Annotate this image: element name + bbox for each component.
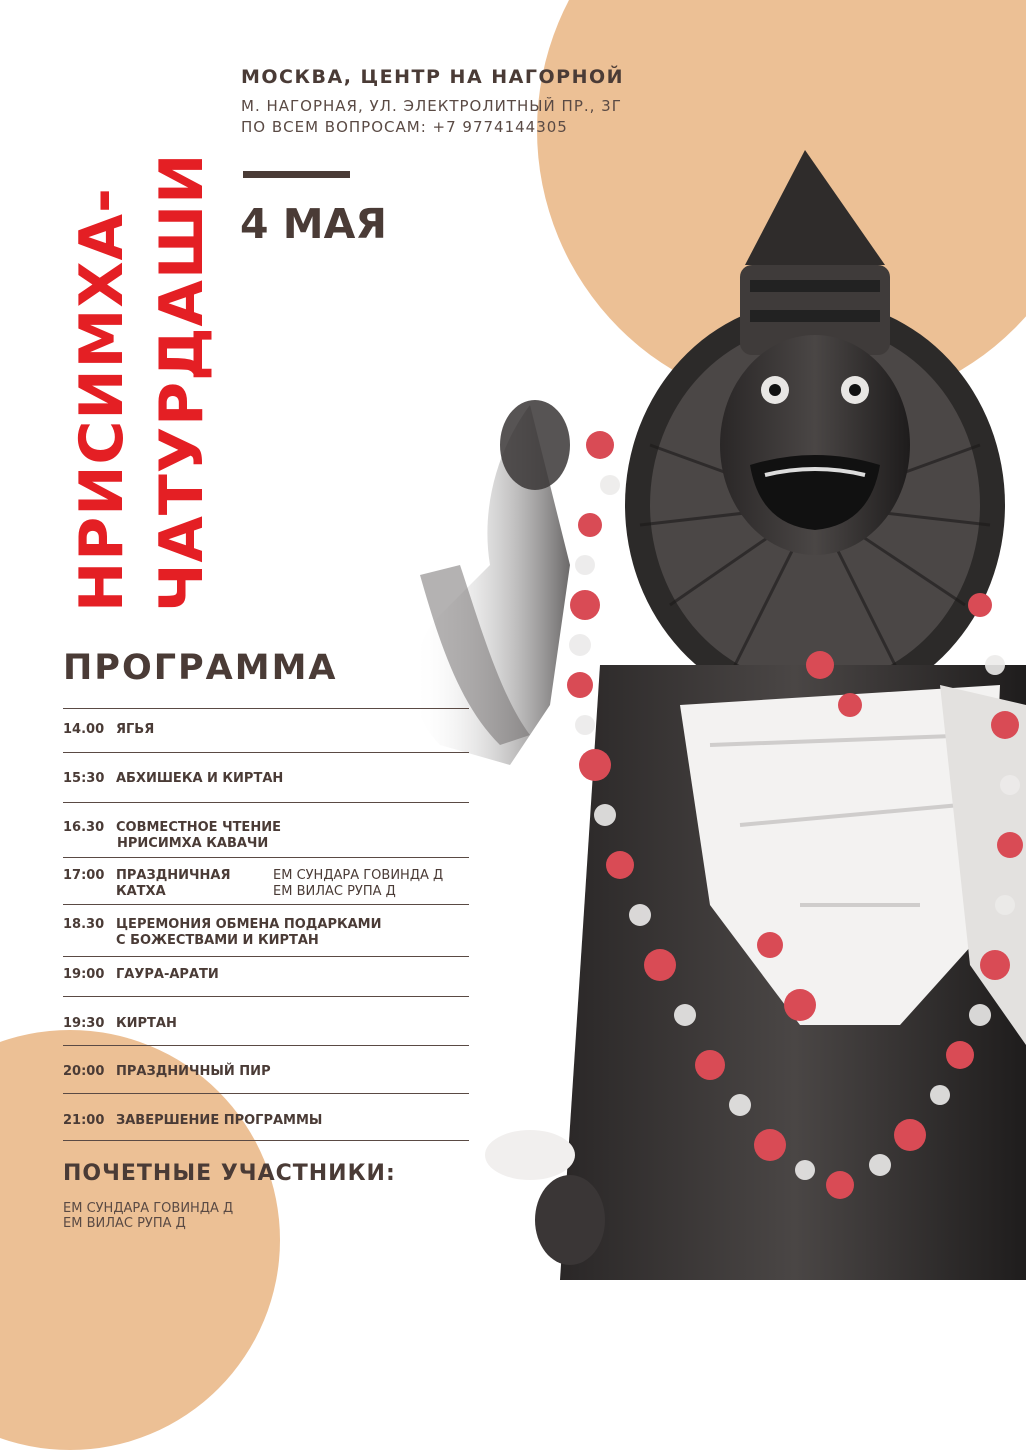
schedule-activity: ГАУРА-АРАТИ bbox=[116, 967, 219, 982]
schedule-divider bbox=[63, 1045, 469, 1046]
honored-guests-list bbox=[63, 1201, 233, 1231]
schedule-activity: АБХИШЕКА И КИРТАН bbox=[116, 771, 284, 786]
schedule-activity bbox=[116, 820, 416, 852]
schedule-time: 19:00 bbox=[63, 967, 105, 982]
schedule-divider bbox=[63, 1093, 469, 1094]
schedule-time: 16.30 bbox=[63, 820, 105, 835]
schedule-divider bbox=[63, 996, 469, 997]
schedule-time: 20:00 bbox=[63, 1064, 105, 1079]
schedule-activity-line2: НРИСИМХА КАВАЧИ bbox=[117, 836, 269, 851]
schedule-activity bbox=[116, 868, 276, 900]
schedule-guests bbox=[273, 868, 483, 900]
schedule-activity-line2: КАТХА bbox=[116, 884, 166, 899]
schedule-activity-line1: СОВМЕСТНОЕ ЧТЕНИЕ bbox=[116, 820, 281, 835]
schedule-activity bbox=[116, 917, 416, 949]
event-title bbox=[62, 52, 222, 612]
schedule-activity-line1: ПРАЗДНИЧНАЯ bbox=[116, 868, 231, 883]
schedule-time: 19:30 bbox=[63, 1016, 105, 1031]
deity-statue-image bbox=[380, 145, 1026, 1280]
schedule-divider bbox=[63, 752, 469, 753]
honored-guest: ЕМ ВИЛАС РУПА Д bbox=[63, 1216, 186, 1231]
schedule-activity: ЗАВЕРШЕНИЕ ПРОГРАММЫ bbox=[116, 1113, 323, 1128]
schedule-activity: КИРТАН bbox=[116, 1016, 177, 1031]
schedule-guest: ЕМ ВИЛАС РУПА Д bbox=[273, 884, 396, 899]
venue-address: М. НАГОРНАЯ, УЛ. ЭЛЕКТРОЛИТНЫЙ ПР., 3Г bbox=[241, 97, 622, 115]
schedule-divider bbox=[63, 857, 469, 858]
schedule-divider bbox=[63, 802, 469, 803]
schedule-divider bbox=[63, 956, 469, 957]
venue-name: МОСКВА, ЦЕНТР НА НАГОРНОЙ bbox=[241, 66, 625, 88]
schedule-time: 21:00 bbox=[63, 1113, 105, 1128]
schedule-activity-line2: С БОЖЕСТВАМИ И КИРТАН bbox=[116, 933, 319, 948]
honored-guests-heading: ПОЧЕТНЫЕ УЧАСТНИКИ: bbox=[63, 1161, 396, 1186]
program-heading: ПРОГРАММА bbox=[63, 648, 338, 688]
schedule-activity: ЯГЬЯ bbox=[116, 722, 155, 737]
schedule-divider bbox=[63, 1140, 469, 1141]
venue-address-block bbox=[241, 96, 622, 138]
schedule-activity-line1: ЦЕРЕМОНИЯ ОБМЕНА ПОДАРКАМИ bbox=[116, 917, 382, 932]
schedule-guest: ЕМ СУНДАРА ГОВИНДА Д bbox=[273, 868, 444, 883]
event-title-line2: ЧАТУРДАШИ bbox=[147, 152, 217, 612]
schedule-time: 15:30 bbox=[63, 771, 105, 786]
honored-guest: ЕМ СУНДАРА ГОВИНДА Д bbox=[63, 1201, 234, 1216]
schedule-divider bbox=[63, 708, 469, 709]
contact-phone: ПО ВСЕМ ВОПРОСАМ: +7 9774144305 bbox=[241, 118, 568, 136]
event-date: 4 МАЯ bbox=[240, 200, 387, 248]
schedule-time: 14.00 bbox=[63, 722, 105, 737]
event-title-line1: НРИСИМХА- bbox=[67, 187, 137, 612]
schedule-activity: ПРАЗДНИЧНЫЙ ПИР bbox=[116, 1064, 271, 1079]
schedule-time: 18.30 bbox=[63, 917, 105, 932]
schedule-time: 17:00 bbox=[63, 868, 105, 883]
divider-dash bbox=[243, 171, 350, 178]
schedule-divider bbox=[63, 904, 469, 905]
